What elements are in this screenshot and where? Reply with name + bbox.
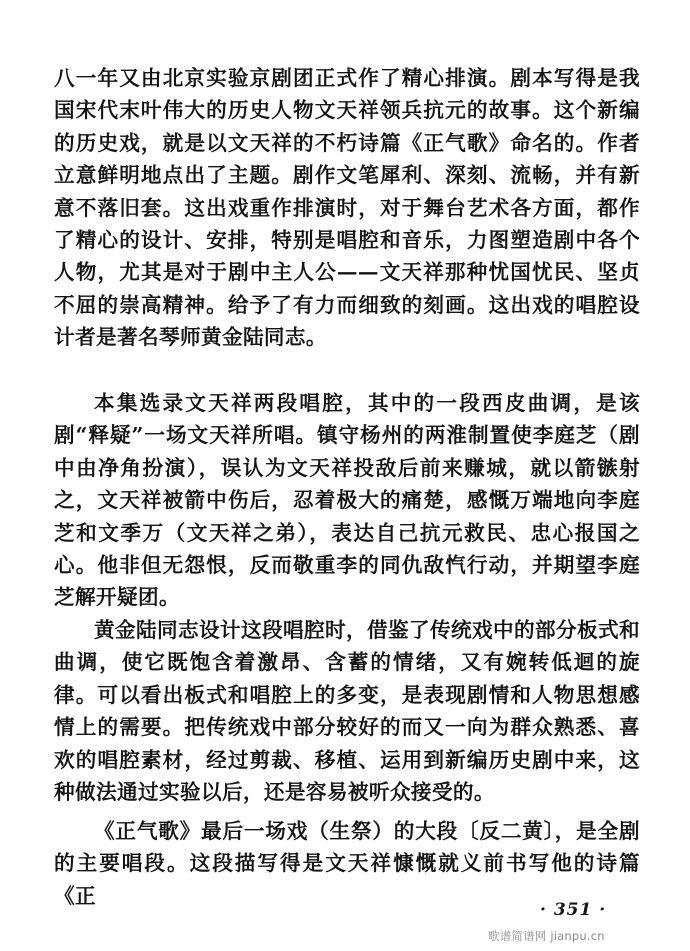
- watermark: 歌谱简谱网 jianpu.cn: [488, 929, 605, 943]
- paragraph-3: 黄金陆同志设计这段唱腔时，借鉴了传统戏中的部分板式和曲调，使它既饱含着激昂、含蓄的情绪，又有婉转低迴的旋律。可以看出板式和唱腔上的多变，是表现剧情和人物思想感情上的需要。把传统戏中部分较好的而又一向为群众熟悉、喜欢的唱腔素材，经过剪裁、移植、运用到新编历史剧中来，这种做法通过实验以后，还是容易被听众接受的。: [54, 618, 640, 805]
- paragraph-1: 八一年又由北京实验京剧团正式作了精心排演。剧本写得是我国宋代末叶伟大的历史人物文天祥领兵抗元的故事。这个新编的历史戏，就是以文天祥的不朽诗篇《正气歌》命名的。作者立意鲜明地点出了主题。剧作文笔犀利、深刻、流畅，并有新意不落旧套。这出戏重作排演时，对于舞台艺术各方面，都作了精心的设计、安排，特别是唱腔和音乐，力图塑造剧中各个人物，尤其是对于剧中主人公——文天祥那种忧国忧民、坚贞不屈的崇高精神。给予了有力而细致的刻画。这出戏的唱腔设计者是著名琴师黄金陆同志。: [54, 66, 640, 350]
- page-number: · 351 ·: [540, 900, 607, 920]
- paragraph-4: 《正气歌》最后一场戏（生祭）的大段〔反二黄〕，是全剧的主要唱段。这段描写得是文天祥慷慨就义前书写他的诗篇《正: [54, 819, 640, 908]
- paragraph-2: 本集选录文天祥两段唱腔，其中的一段西皮曲调，是该剧“释疑”一场文天祥所唱。镇守杨州的两淮制置使李庭芝（剧中由净角扮演），误认为文天祥投敌后前来赚城，就以箭镞射之，文天祥被箭中伤后，忍着极大的痛楚，感慨万端地向李庭芝和文季万（文天祥之弟），表达自己抗元救民、忠心报国之心。他非但无怨恨，反而敬重李的同仇敌忾行动，并期望李庭芝解开疑团。: [54, 391, 640, 610]
